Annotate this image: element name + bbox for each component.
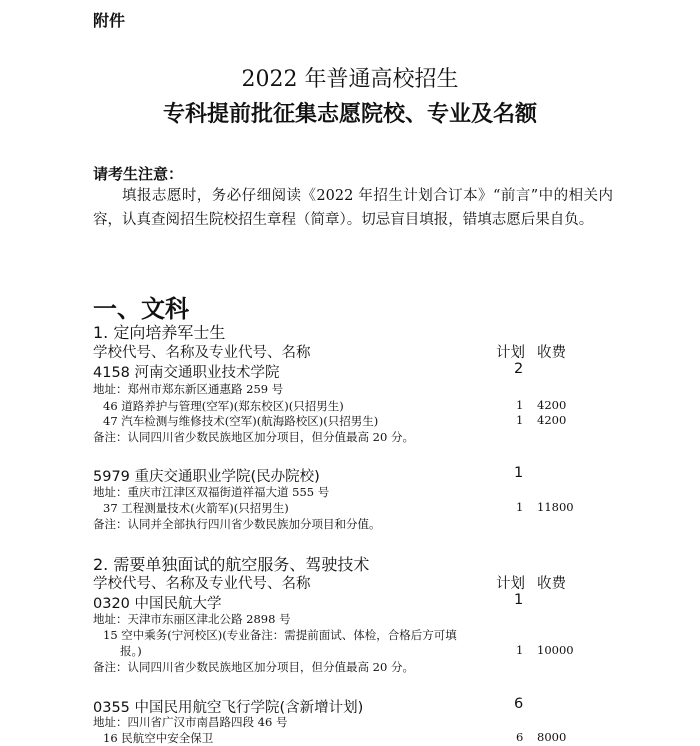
major-fee: 4200 [537, 398, 567, 412]
major-fee: 4200 [537, 413, 567, 427]
school-address: 地址：四川省广汉市南昌路四段 46 号 [93, 715, 288, 729]
column-header-plan: 计划 [496, 345, 525, 361]
major-row: 15 空中乘务(宁河校区)(专业备注：需提前面试、体检，合格后方可填 [103, 628, 457, 642]
major-plan: 6 [516, 730, 524, 744]
major-row: 46 道路养护与管理(空军)(郑东校区)(只招男生) [103, 399, 344, 413]
section-heading: 一、文科 [93, 295, 189, 323]
appendix-label: 附件 [93, 11, 126, 30]
title-line-1: 2022 年普通高校招生 [241, 67, 459, 92]
major-fee: 10000 [537, 643, 574, 657]
notice-heading: 请考生注意： [93, 165, 184, 183]
title-line-2: 专科提前批征集志愿院校、专业及名额 [162, 101, 537, 127]
column-header: 学校代号、名称及专业代号、名称 [93, 345, 311, 361]
major-row: 16 民航空中安全保卫 [103, 731, 214, 745]
school-name: 0320 中国民航大学 [93, 596, 222, 612]
school-plan: 2 [514, 361, 524, 377]
column-header-fee: 收费 [537, 576, 566, 592]
major-plan: 1 [516, 500, 524, 514]
school-name: 0355 中国民用航空飞行学院(含新增计划) [93, 700, 364, 716]
school-address: 地址：重庆市江津区双福街道祥福大道 555 号 [93, 485, 330, 499]
school-note: 备注：认同四川省少数民族地区加分项目，但分值最高 20 分。 [93, 430, 414, 444]
major-plan: 1 [516, 413, 524, 427]
column-header-fee: 收费 [537, 345, 566, 361]
school-plan: 1 [514, 465, 524, 481]
major-fee: 8000 [537, 730, 567, 744]
major-row-continuation: 报。) [120, 644, 142, 658]
category-title: 1. 定向培养军士生 [93, 323, 226, 342]
column-header: 学校代号、名称及专业代号、名称 [93, 576, 311, 592]
school-note: 备注：认同四川省少数民族地区加分项目，但分值最高 20 分。 [93, 660, 414, 674]
major-plan: 1 [516, 398, 524, 412]
major-fee: 11800 [537, 500, 574, 514]
major-row: 37 工程测量技术(火箭军)(只招男生) [103, 501, 289, 515]
school-name: 4158 河南交通职业技术学院 [93, 365, 280, 381]
notice-body: 填报志愿时，务必仔细阅读《2022 年招生计划合订本》“前言”中的相关内容，认真查阅招生院校招生章程（简章）。切忌盲目填报，错填志愿后果自负。 [93, 188, 613, 228]
category-title: 2. 需要单独面试的航空服务、驾驶技术 [93, 555, 370, 574]
school-note: 备注：认同并全部执行四川省少数民族加分项目和分值。 [93, 517, 381, 531]
major-plan: 1 [516, 643, 524, 657]
school-name: 5979 重庆交通职业学院(民办院校) [93, 469, 320, 485]
school-plan: 1 [514, 592, 524, 608]
school-address: 地址：天津市东丽区津北公路 2898 号 [93, 612, 291, 626]
column-header-plan: 计划 [496, 576, 525, 592]
school-address: 地址：郑州市郑东新区通惠路 259 号 [93, 382, 284, 396]
school-plan: 6 [514, 696, 524, 712]
major-row: 47 汽车检测与维修技术(空军)(航海路校区)(只招男生) [103, 414, 379, 428]
